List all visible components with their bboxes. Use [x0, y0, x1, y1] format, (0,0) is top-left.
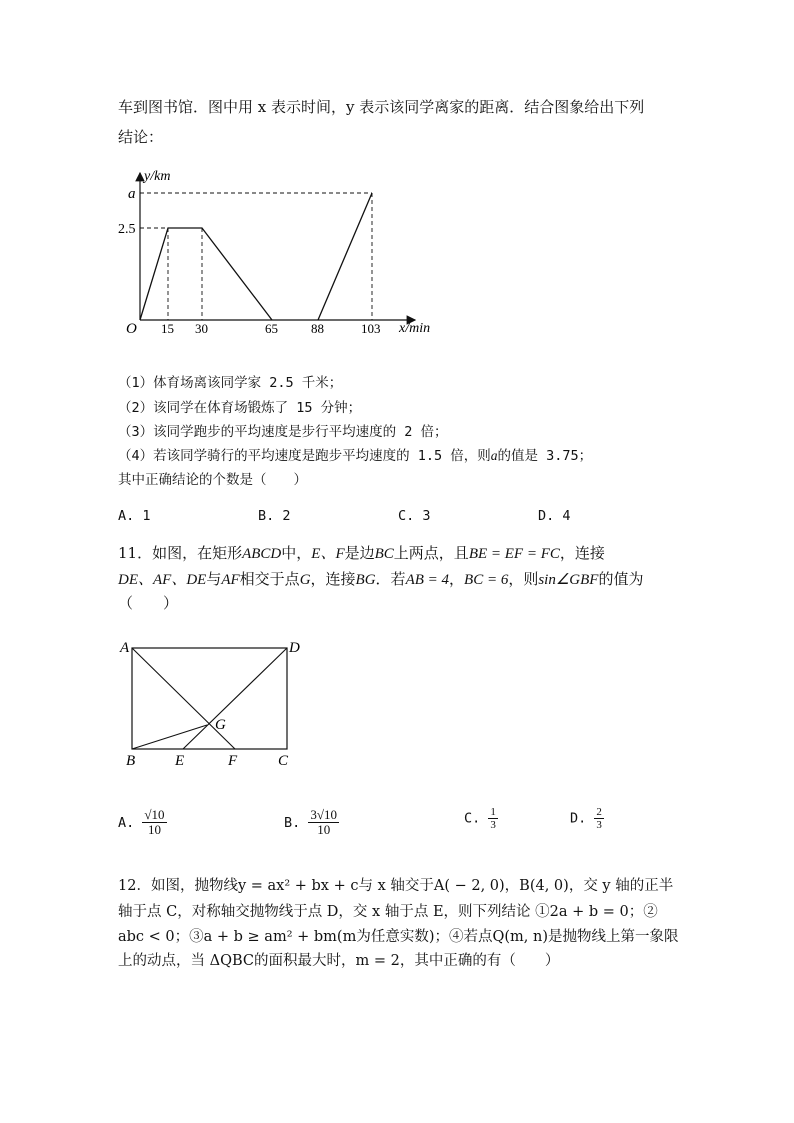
- fraction: [594, 806, 604, 831]
- point-a-label: A: [120, 640, 130, 656]
- x-tick-30: 30: [195, 321, 208, 336]
- q11-text: 11．如图，在矩形: [118, 544, 243, 562]
- fraction: [488, 806, 498, 831]
- option-label: B.: [284, 814, 301, 831]
- statement-4-var: a: [490, 448, 498, 463]
- q11-line-1: [118, 542, 605, 563]
- q11-option-b[interactable]: [284, 808, 339, 838]
- cycle-segment: [318, 193, 372, 320]
- statement-4-part-1: （4）若该同学骑行的平均速度是跑步平均速度的 1.5 倍，则: [118, 448, 491, 464]
- origin-label: O: [126, 321, 137, 337]
- q10-option-d[interactable]: D. 4: [538, 508, 571, 524]
- rectangle-figure: [115, 636, 315, 776]
- q11-option-c[interactable]: [464, 806, 498, 831]
- x-tick-103: 103: [361, 321, 381, 336]
- fraction: [308, 808, 339, 838]
- numerator: √10: [144, 807, 165, 822]
- q10-option-c[interactable]: C. 3: [398, 508, 431, 524]
- distance-time-graph: [110, 165, 450, 345]
- q11-line-2: [118, 568, 643, 589]
- point-c-label: C: [278, 753, 289, 769]
- q11-text: 中，: [281, 544, 312, 562]
- q11-option-a[interactable]: [118, 808, 167, 838]
- q11-math: sin∠GBF: [538, 572, 599, 588]
- q10-option-b[interactable]: B. 2: [258, 508, 291, 524]
- q10-option-a[interactable]: A. 1: [118, 508, 151, 524]
- q11-text: 相交于点: [239, 570, 300, 588]
- q11-math: DE、AF、DE: [118, 572, 207, 588]
- q11-text: ，则: [508, 570, 539, 588]
- statement-3: （3）该同学跑步的平均速度是步行平均速度的 2 倍；: [118, 424, 448, 440]
- q11-text: ，连接: [310, 570, 356, 588]
- q11-math: BC: [374, 546, 394, 562]
- q12-line-4: 上的动点，当 ΔQBC的面积最大时，m = 2，其中正确的有（ ）: [118, 953, 560, 969]
- point-f-label: F: [228, 753, 238, 769]
- segment-af: [132, 648, 235, 749]
- point-g-label: G: [215, 717, 226, 733]
- statement-1: （1）体育场离该同学家 2.5 千米；: [118, 375, 343, 391]
- x-tick-65: 65: [265, 321, 278, 336]
- q11-math: AF: [221, 572, 240, 588]
- y-tick-2-5: 2.5: [118, 222, 136, 237]
- fraction: [142, 808, 166, 838]
- point-b-label: B: [126, 753, 136, 769]
- q11-text: ．若: [375, 570, 406, 588]
- distance-curve: [140, 228, 272, 320]
- denominator: 10: [147, 822, 161, 838]
- option-label: A.: [118, 814, 135, 831]
- statement-2: （2）该同学在体育场锻炼了 15 分钟；: [118, 400, 362, 416]
- q11-math: E、F: [311, 546, 345, 562]
- numerator: 3√10: [310, 807, 338, 822]
- denominator: 3: [596, 819, 602, 832]
- q12-line-3: abc < 0；③a + b ≥ am² + bm(m为任意实数)；④若点Q(m, n)是抛物线上第一象限: [118, 929, 679, 945]
- numerator: 1: [490, 806, 496, 818]
- x-axis-label: x/min: [399, 321, 431, 336]
- q11-text: 上两点，且: [393, 544, 469, 562]
- statement-4: [118, 444, 592, 464]
- option-label: D.: [570, 810, 587, 827]
- q11-math: BC = 6: [464, 572, 509, 588]
- q11-text: 的值为: [598, 570, 644, 588]
- q11-math: AB = 4: [405, 572, 450, 588]
- denominator: 10: [317, 822, 331, 838]
- y-axis-label: y/km: [144, 169, 171, 184]
- q11-option-d[interactable]: [570, 806, 604, 831]
- x-tick-15: 15: [161, 321, 174, 336]
- numerator: 2: [596, 806, 602, 818]
- rectangle-abcd: [132, 648, 287, 749]
- segment-de: [183, 648, 287, 749]
- x-tick-88: 88: [311, 321, 324, 336]
- q11-text: 与: [206, 570, 222, 588]
- q12-line-1: 12．如图，抛物线y = ax² + bx + c与 x 轴交于A( − 2, 0)，B(4, 0)，交 y 轴的正半: [118, 878, 674, 894]
- intro-line-2: 结论：: [118, 128, 164, 146]
- q11-math: BG: [355, 572, 376, 588]
- q11-text: ，: [449, 570, 465, 588]
- q11-text: 是边: [344, 544, 375, 562]
- option-label: C.: [464, 810, 481, 827]
- dashed-guides: [140, 193, 372, 320]
- point-d-label: D: [289, 640, 300, 656]
- denominator: 3: [490, 819, 496, 832]
- q11-line-3: （ ）: [118, 594, 179, 612]
- statement-4-part-2: 的值是 3.75；: [497, 448, 593, 464]
- q11-math: ABCD: [242, 546, 282, 562]
- point-e-label: E: [175, 753, 185, 769]
- q12-line-2: 轴于点 C，对称轴交抛物线于点 D，交 x 轴于点 E，则下列结论 ①2a + b = 0；②: [118, 904, 658, 920]
- q10-question: 其中正确结论的个数是（ ）: [118, 472, 307, 488]
- intro-line-1: 车到图书馆．图中用 x 表示时间，y 表示该同学离家的距离．结合图象给出下列: [118, 98, 645, 116]
- y-tick-a: a: [128, 186, 136, 202]
- q11-math: BE = EF = FC: [468, 546, 560, 562]
- q11-text: ，连接: [559, 544, 605, 562]
- q11-math: G: [299, 572, 311, 588]
